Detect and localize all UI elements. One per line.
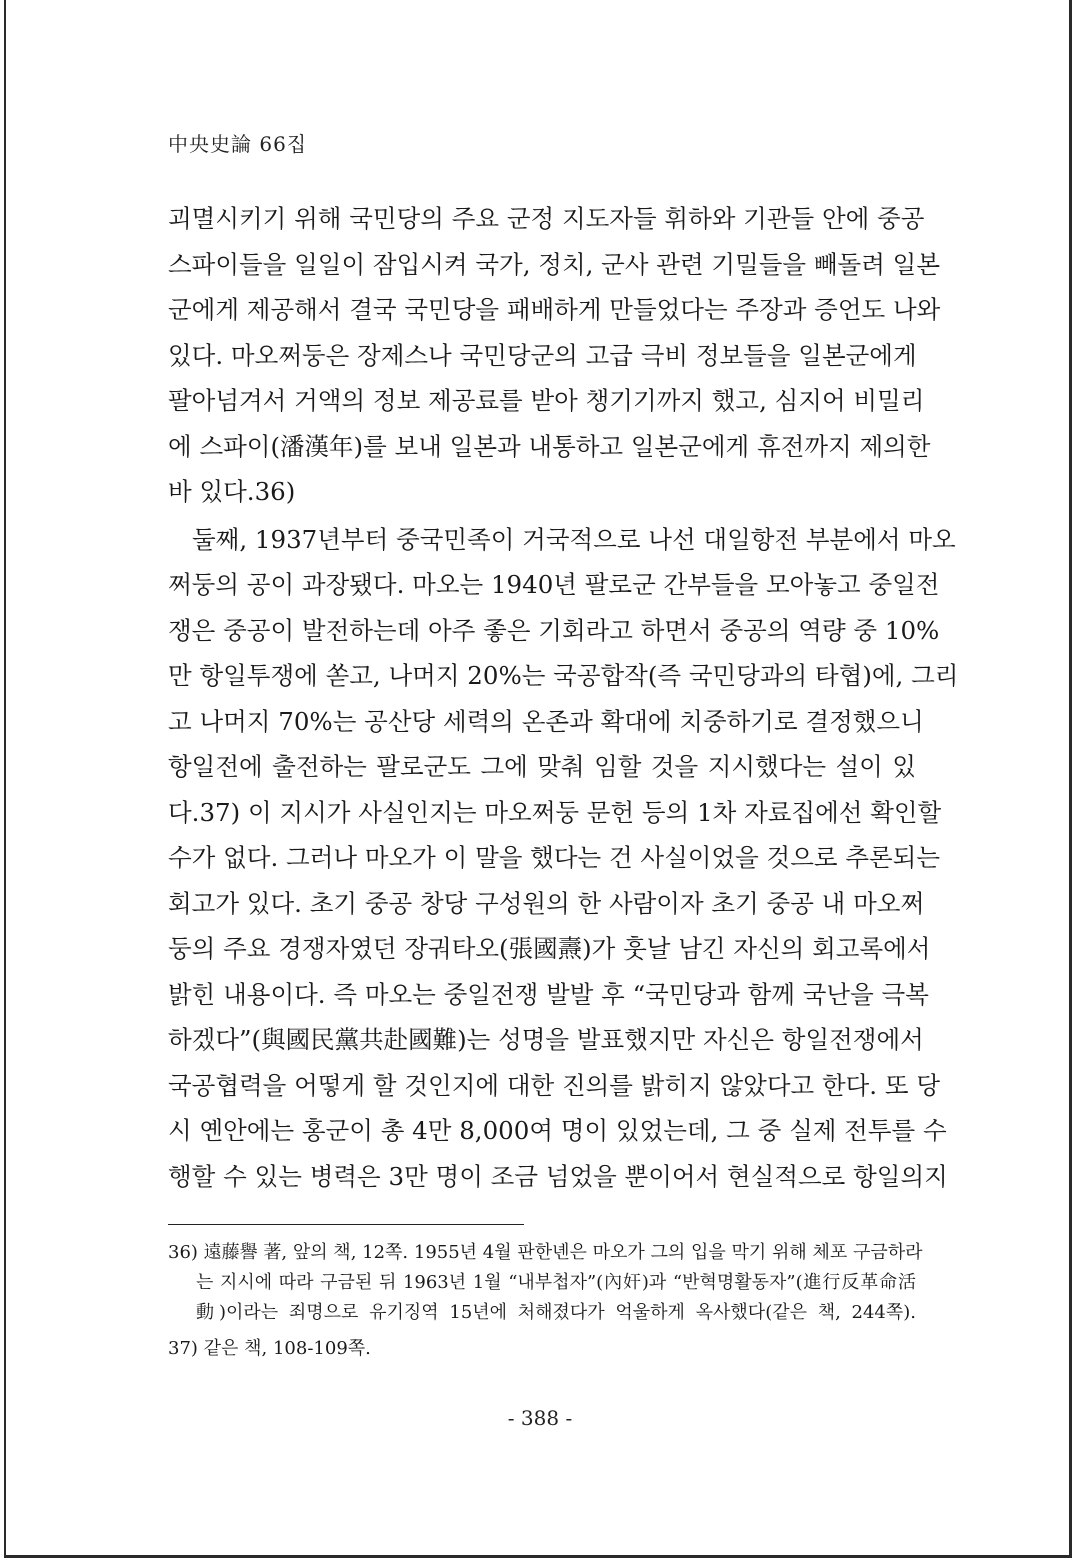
body-line: 에 스파이(潘漢年)를 보내 일본과 내통하고 일본군에게 휴전까지 제의한 [168, 431, 931, 461]
body-line: 시 옌안에는 홍군이 총 4만 8,000여 명이 있었는데, 그 중 실제 전투를 수 [168, 1116, 947, 1145]
running-header: 中央史論 66집 [168, 132, 308, 156]
body-text [168, 196, 959, 1199]
body-line: 회고가 있다. 초기 중공 창당 구성원의 한 사람이자 초기 중공 내 마오쩌 [168, 888, 925, 918]
body-line: 괴멸시키기 위해 국민당의 주요 군정 지도자들 휘하와 기관들 안에 중공 [168, 204, 925, 233]
body-line: 밝힌 내용이다. 즉 마오는 중일전쟁 발발 후 “국민당과 함께 국난을 극복 [168, 979, 929, 1009]
body-line: 고 나머지 70%는 공산당 세력의 온존과 확대에 치중하기로 결정했으니 [168, 706, 924, 736]
body-line: 만 항일투쟁에 쏟고, 나머지 20%는 국공합작(즉 국민당과의 타협)에, 그리 [168, 661, 959, 690]
body-line: 수가 없다. 그러나 마오가 이 말을 했다는 건 사실이었을 것으로 추론되는 [168, 843, 941, 872]
body-line: 군에게 제공해서 결국 국민당을 패배하게 만들었다는 주장과 증언도 나와 [168, 295, 941, 324]
body-line: 하겠다”(與國民黨共赴國難)는 성명을 발표했지만 자신은 항일전쟁에서 [168, 1025, 924, 1054]
body-line: 둘째, 1937년부터 중국민족이 거국적으로 나선 대일항전 부분에서 마오 [192, 524, 956, 554]
footnotes [168, 1238, 923, 1364]
body-line: 둥의 주요 경쟁자였던 장궈타오(張國燾)가 훗날 남긴 자신의 회고록에서 [168, 934, 931, 963]
body-line: 쟁은 중공이 발전하는데 아주 좋은 기회라고 하면서 중공의 역량 중 10% [168, 615, 940, 645]
footnote-divider [168, 1224, 524, 1225]
body-line: 행할 수 있는 병력은 3만 명이 조금 넘었을 뿐이어서 현실적으로 항일의지 [168, 1161, 948, 1191]
body-line: 바 있다.36) [168, 477, 296, 506]
body-line: 스파이들을 일일이 잠입시켜 국가, 정치, 군사 관련 기밀들을 빼돌려 일본 [168, 249, 941, 279]
footnote-36-line: 36) 遠藤譽 著, 앞의 책, 12쪽. 1955년 4월 판한녠은 마오가 그의 입을 막기 위해 체포 구금하라 [168, 1242, 923, 1263]
body-line: 다.37) 이 지시가 사실인지는 마오쩌둥 문헌 등의 1차 자료집에선 확인할 [168, 797, 942, 827]
body-line: 쩌둥의 공이 과장됐다. 마오는 1940년 팔로군 간부들을 모아놓고 중일전 [168, 570, 940, 599]
page-number: - 388 - [507, 1406, 573, 1430]
footnote-37: 37) 같은 책, 108-109쪽. [168, 1338, 371, 1359]
body-line: 항일전에 출전하는 팔로군도 그에 맞춰 임할 것을 지시했다는 설이 있 [168, 752, 916, 781]
footnote-36-line: 動)이라는 죄명으로 유기징역 15년에 처해졌다가 억울하게 옥사했다(같은 책, 244쪽). [196, 1302, 916, 1323]
body-line: 국공협력을 어떻게 할 것인지에 대한 진의를 밝히지 않았다고 한다. 또 당 [168, 1070, 941, 1100]
footnote-36-line: 는 지시에 따라 구금된 뒤 1963년 1월 “내부첩자”(內奸)과 “반혁명활동자”(進行反革命活 [196, 1272, 916, 1293]
body-line: 팔아넘겨서 거액의 정보 제공료를 받아 챙기기까지 했고, 심지어 비밀리 [168, 386, 925, 415]
body-line: 있다. 마오쩌둥은 장제스나 국민당군의 고급 극비 정보들을 일본군에게 [168, 340, 917, 370]
